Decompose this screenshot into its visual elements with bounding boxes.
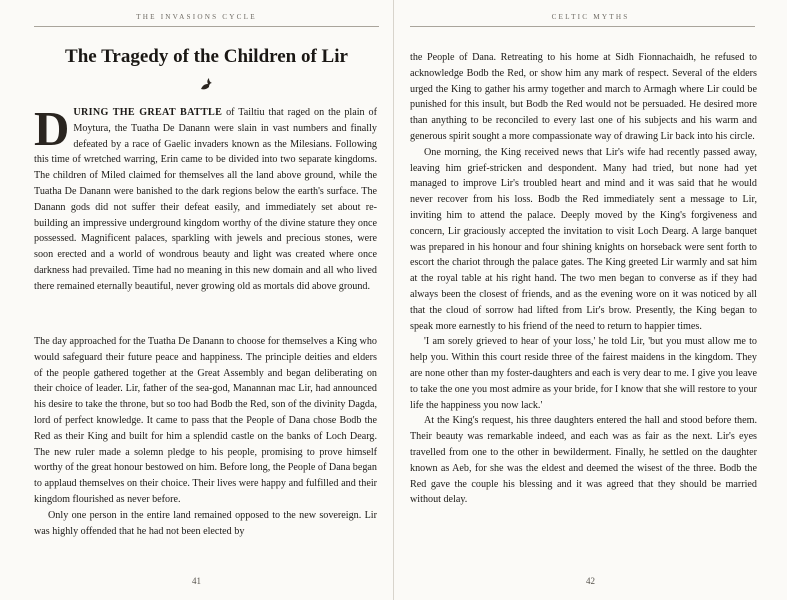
page-number-left: 41	[192, 576, 201, 586]
drop-cap: D	[34, 101, 70, 156]
header-rule	[410, 26, 755, 27]
running-head-right: CELTIC MYTHS	[551, 13, 630, 21]
lead-in: URING THE GREAT BATTLE	[73, 107, 223, 118]
paragraph: Only one person in the entire land remained opposed to the new sovereign. Lir was highly offended that he had not been elected by	[34, 509, 377, 537]
paragraph-text: of Tailtiu that raged on the plain of Moytura, the Tuatha De Danann were slain in vast numbers and finally defeated by a race of Gaelic invaders known as the Milesians. Following this time of wretched warring, Erin came to be divided into two separate kingdoms. The children of Miled claimed for themselves all the land above ground, while the Tuatha De Danann were banished to the dark regions below the earth's surface. The Danann gods did not suffer their defeat easily, and immediately set about re-building an impressive underground kingdom worthy of the divine stature they once possessed. Magnificent palaces, sparkling with jewels and precious stones, were soon erected and a world of wondrous beauty and light was created where once darkness had prevailed. Time had no meaning in this new domain and all who lived there remained eternally beautiful, never growing old as mortals did above ground.	[34, 107, 377, 292]
body-text-left	[34, 334, 377, 539]
right-page	[394, 0, 787, 600]
left-page	[0, 0, 393, 600]
paragraph: The day approached for the Tuatha De Danann to choose for themselves a King who would safeguard their future peace and happiness. The principle deities and elders of the people gathered together at the Great Assembly and began deliberating on their choice of leader. Lir, father of the sea-god, Manannan mac Lir, had announced his desire to take the throne, but so too had Bodb the Red, son of the divinity Dagda, lord of perfect knowledge. It came to pass that the People of Dana chose Bodb the Red as their King and built for him a splendid castle on the banks of Loch Dearg. The new ruler made a solemn pledge to his people, promising to prove himself worthy of the great honour bestowed on him. Before long, the People of Dana began to applaud themselves on their choice. Their lives were happy and fulfilled and their kingdom flourished as never before.	[34, 336, 377, 505]
fleuron-swan-icon	[198, 76, 214, 97]
running-head-left: THE INVASIONS CYCLE	[136, 13, 257, 21]
paragraph: One morning, the King received news that Lir's wife had recently passed away, leaving him grief-stricken and despondent. Many had tried, but none had yet managed to improve Lir's troubled heart and mind and it was said that he would never recover from his loss. Bodb the Red immediately sent a message to Lir, inviting him to attend the palace. Deeply moved by the King's forgiveness and concern, Lir graciously accepted the invitation to visit Loch Dearg. A large banquet was prepared in his honour and four shining knights on horseback were sent forth to escort the chariot through the palace gates. The King greeted Lir warmly and sat him at the royal table at his right hand. The two men began to converse as if they had always been the closest of friends, and as the evening wore on it was noticed by all that the cloud of sorrow had lifted from Lir's brow. Presently, the King began to speak more earnestly to his friend of the need to return to happier times.	[410, 146, 757, 332]
body-text-right	[410, 50, 757, 508]
opening-paragraph	[34, 101, 377, 295]
chapter-title: The Tragedy of the Children of Lir	[65, 46, 348, 67]
paragraph: 'I am sorely grieved to hear of your loss,' he told Lir, 'but you must allow me to help you. Within this court reside three of the fairest maidens in the kingdom. They are none other than my foster-daughters and each is very dear to me. I give you leave to take the one you most admire as your bride, for I know that she will restore to your life the happiness you now lack.'	[410, 336, 757, 411]
paragraph: the People of Dana. Retreating to his home at Sidh Fionnachaidh, he refused to acknowledge Bodb the Red, or show him any mark of respect. Several of the elders urged the King to gather his army together and march to Armagh where Lir could be punished for this insult, but Bodb the Red would not be persuaded. He desired more than anything to be reconciled to every last one of his subjects and his warm and generous spirit sought a more compassionate way of drawing Lir back into his circle.	[410, 52, 757, 142]
paragraph: At the King's request, his three daughters entered the hall and stood before them. Their beauty was remarkable indeed, and each was as fair as the next. Lir's eyes travelled from one to the other in bewilderment. Finally, he settled on the daughter known as Aeb, for she was the eldest and deemed the wisest of the three. Bodb the Red gave the couple his blessing and it was agreed that they should be married without delay.	[410, 415, 757, 506]
header-rule	[34, 26, 379, 27]
page-number-right: 42	[586, 576, 595, 586]
